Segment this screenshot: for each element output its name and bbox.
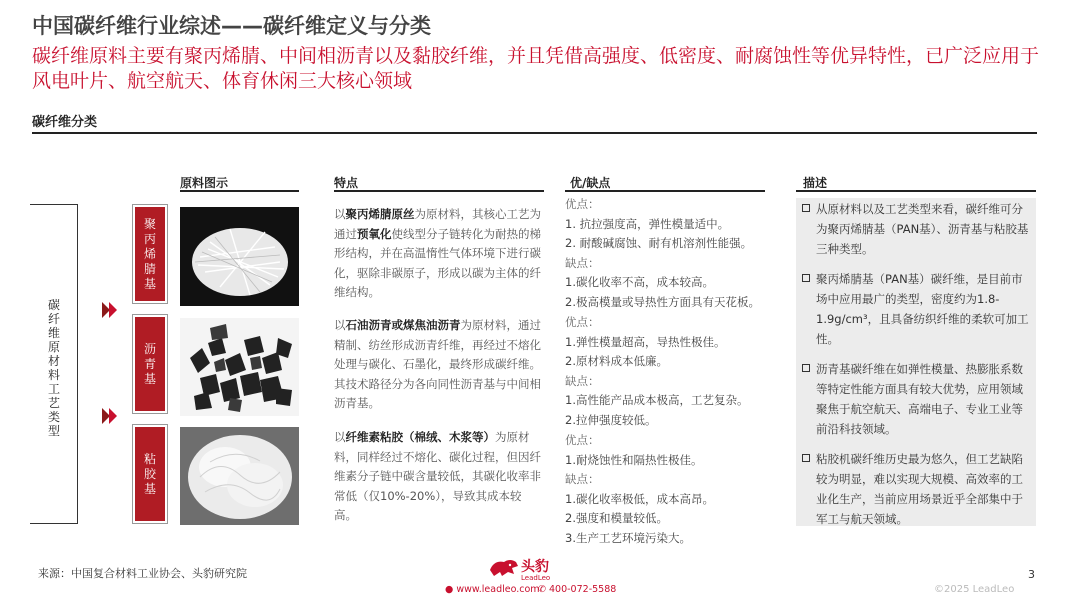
- column-head-images: 原料图示: [180, 176, 229, 190]
- column-divider: [180, 190, 299, 192]
- phone-icon: ✆: [538, 584, 546, 595]
- copyright: ©2025 LeadLeo: [934, 584, 1015, 595]
- tag-pitch: 沥青基: [135, 317, 165, 411]
- pros-item: 1.耐烧蚀性和隔热性极佳。: [565, 452, 703, 467]
- leopard-logo-icon: [488, 556, 520, 584]
- column-divider: [334, 190, 544, 192]
- feature-text-pitch: 以石油沥青或煤焦油沥青为原材料，通过精制、纺丝形成沥青纤维，再经过不熔化处理与碳化、石墨化，最终形成碳纤维。其技术路径分为各向同性沥青基与中间相沥青基。: [334, 318, 541, 410]
- feature-text-pan: 以聚丙烯腈原丝为原材料，其核心工艺为通过预氧化使线型分子链转化为耐热的梯形结构，并在高温惰性气体环境下进行碳化，驱除非碳原子，形成以碳为主体的纤维结构。: [334, 207, 541, 299]
- column-divider: [565, 190, 765, 192]
- section-divider: [32, 132, 1037, 134]
- checkbox-icon: [802, 454, 810, 462]
- pros-item: 1. 抗拉强度高，弹性模量适中。: [565, 216, 730, 231]
- pros-item: 1.弹性模量超高，导热性极佳。: [565, 334, 726, 349]
- checkbox-icon: [802, 364, 810, 372]
- description-item: 粘胶机碳纤维历史最为悠久，但工艺缺陷较为明显，难以实现大规模、高效率的工业化生产，当前应用场景近乎全部集中于军工与航天领域。: [802, 449, 1032, 529]
- page-number: 3: [1028, 568, 1035, 581]
- pan-fiber-image: [180, 207, 299, 306]
- phone-contact[interactable]: ✆ 400-072-5588: [538, 584, 617, 595]
- tag-pan: 聚丙烯腈基: [135, 207, 165, 301]
- feature-text-viscose: 以纤维素粘胶（棉绒、木浆等）为原材料，同样经过不熔化、碳化过程，但因纤维素分子链中碳含量较低，其碳化收率非常低（仅10%-20%），导致其成本较高。: [334, 430, 541, 522]
- cons-label: 缺点：: [565, 373, 600, 388]
- cons-label: 缺点：: [565, 472, 600, 486]
- description-item: 沥青基碳纤维在如弹性模量、热膨胀系数等特定性能方面具有较大优势，应用领域聚焦于航空航天、高端电子、专业工业等前沿科技领域。: [802, 359, 1032, 439]
- checkbox-icon: [802, 274, 810, 282]
- page-subtitle: 碳纤维原料主要有聚丙烯腈、中间相沥青以及黏胶纤维，并且凭借高强度、低密度、耐腐蚀性等优异特性，已广泛应用于风电叶片、航空航天、体育休闲三大核心领域: [32, 45, 1040, 92]
- pitch-image: [180, 318, 299, 416]
- cons-item: 2.拉伸强度较低。: [565, 412, 657, 427]
- viscose-image: [180, 427, 299, 525]
- tag-viscose: 粘胶基: [135, 427, 165, 521]
- pros-cons-pan: [565, 195, 790, 312]
- description-list: [802, 199, 1032, 539]
- arrow-right-icon: [100, 300, 120, 324]
- arrow-right-icon: [100, 406, 120, 430]
- column-head-pros-cons: 优/缺点: [570, 176, 611, 190]
- cons-item: 1.碳化收率极低，成本高昂。: [565, 491, 714, 506]
- pros-cons-viscose: [565, 431, 790, 548]
- cons-item: 1.高性能产品成本极高，工艺复杂。: [565, 393, 749, 407]
- pros-item: 2. 耐酸碱腐蚀、耐有机溶剂性能强。: [565, 236, 753, 250]
- source-note: 来源：中国复合材料工业协会、头豹研究院: [38, 567, 247, 580]
- pros-label: 优点：: [565, 197, 600, 211]
- page-title: 中国碳纤维行业综述——碳纤维定义与分类: [32, 14, 431, 38]
- cons-item: 2.极高模量或导热性方面具有天花板。: [565, 294, 760, 309]
- globe-icon: ●: [445, 584, 454, 595]
- pros-item: 2.原材料成本低廉。: [565, 354, 668, 368]
- column-head-features: 特点: [334, 176, 359, 190]
- cons-item: 1.碳化收率不高，成本较高。: [565, 275, 714, 289]
- column-divider: [796, 190, 1036, 192]
- pros-cons-pitch: [565, 313, 790, 430]
- brand-name-en: LeadLeo: [521, 574, 551, 582]
- pros-label: 优点：: [565, 433, 600, 447]
- cons-label: 缺点：: [565, 255, 600, 270]
- pros-label: 优点：: [565, 315, 600, 329]
- section-title: 碳纤维分类: [32, 115, 98, 130]
- cons-item: 3.生产工艺环境污染大。: [565, 530, 691, 545]
- column-head-description: 描述: [803, 176, 828, 190]
- description-item: 聚丙烯腈基（PAN基）碳纤维，是目前市场中应用最广的类型，密度约为1.8-1.9g/cm³，且具备纺织纤维的柔软可加工性。: [802, 269, 1032, 349]
- brand-name: 头豹: [521, 559, 549, 575]
- cons-item: 2.强度和模量较低。: [565, 511, 668, 525]
- side-label: 碳纤维原材料工艺类型: [47, 298, 60, 438]
- description-item: 从原材料以及工艺类型来看，碳纤维可分为聚丙烯腈基（PAN基）、沥青基与粘胶基三种类型。: [802, 199, 1032, 259]
- checkbox-icon: [802, 204, 810, 212]
- website-link[interactable]: ● www.leadleo.com: [445, 584, 540, 595]
